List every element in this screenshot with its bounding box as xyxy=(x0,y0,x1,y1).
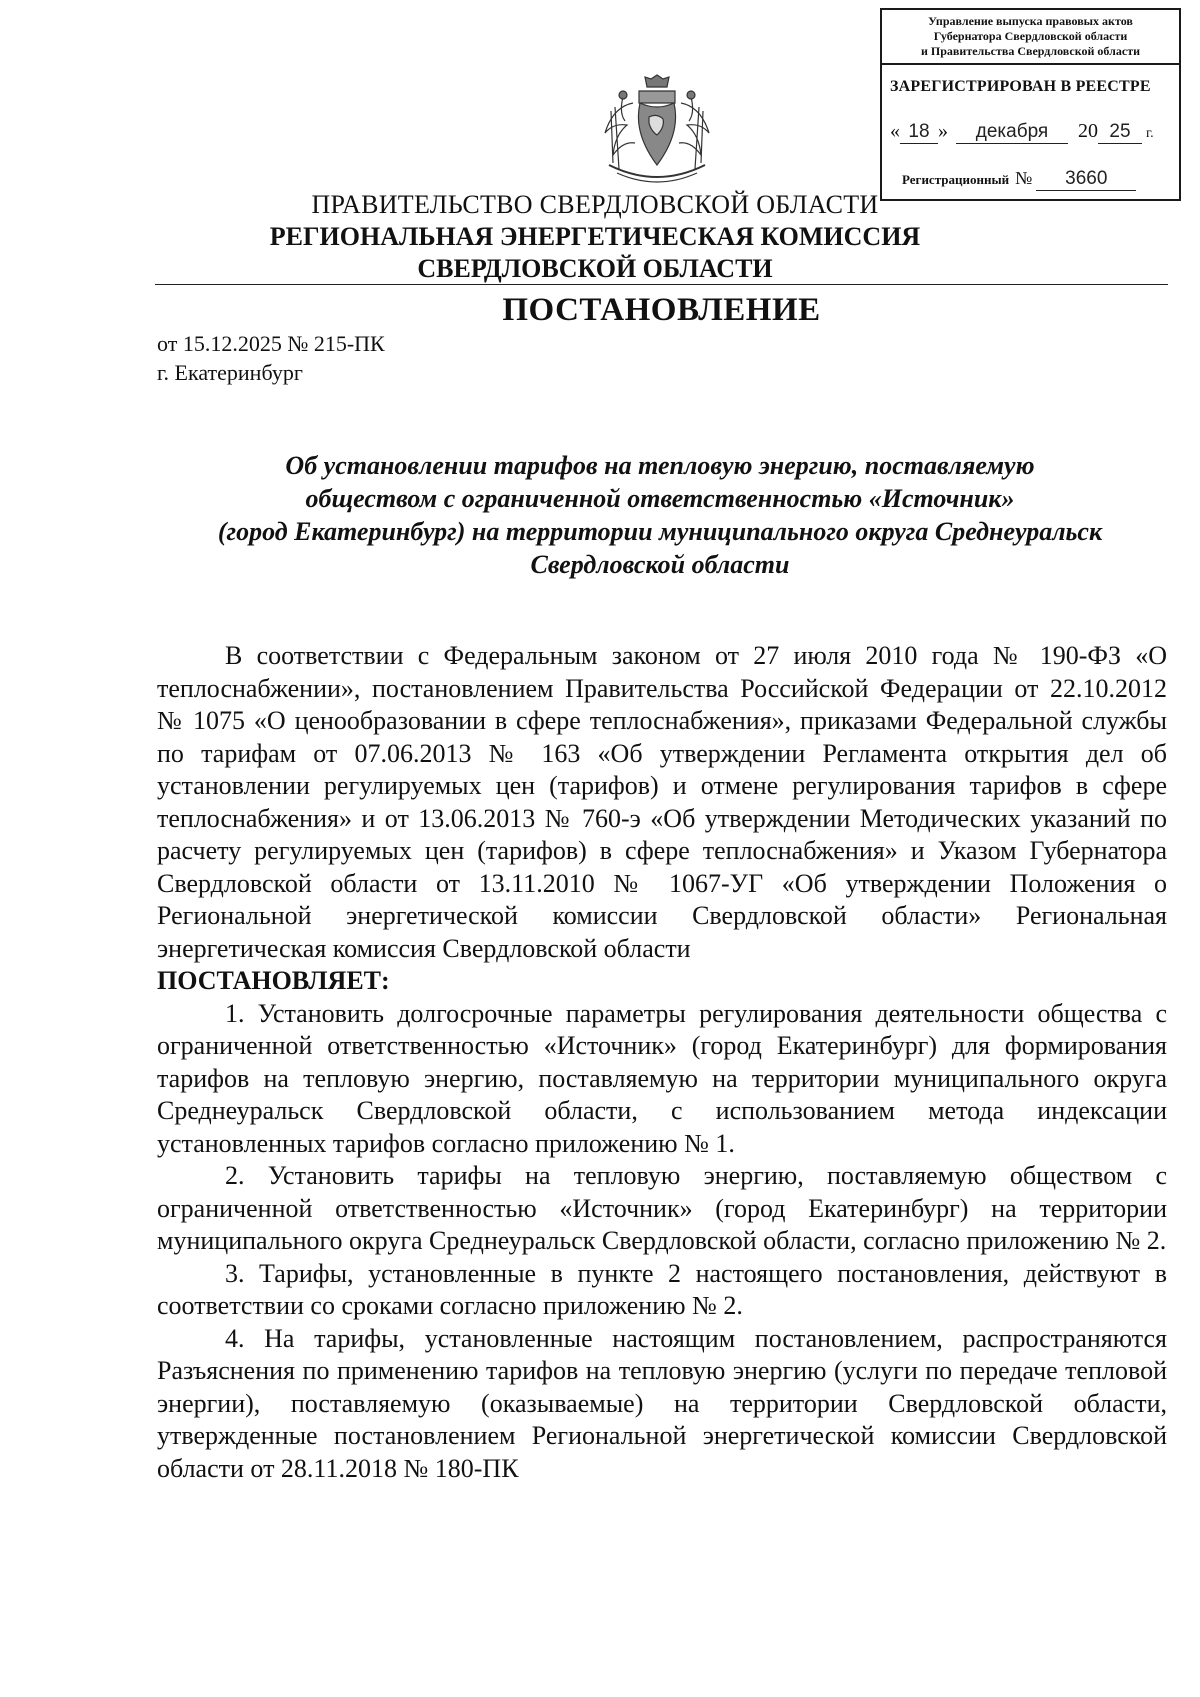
stamp-header-line: и Правительства Свердловской области xyxy=(921,44,1140,58)
subject-line: Свердловской области xyxy=(530,550,790,579)
header-divider xyxy=(155,284,1168,285)
decree-word: ПОСТАНОВЛЯЕТ: xyxy=(157,966,390,995)
subject-line: Об установлении тарифов на тепловую энергию, поставляемую xyxy=(285,451,1035,480)
commission-name-line1: РЕГИОНАЛЬНАЯ ЭНЕРГЕТИЧЕСКАЯ КОМИССИЯ xyxy=(269,222,921,251)
stamp-year-unit: г. xyxy=(1146,126,1154,141)
registration-stamp xyxy=(880,8,1181,201)
document-body xyxy=(157,640,1167,1485)
stamp-header-line: Управление выпуска правовых актов xyxy=(928,14,1133,28)
item-paragraph-1: 1. Установить долгосрочные параметры регулирования деятельности общества с ограниченной ответственностью «Источник» (город Екатеринбург) для формирования тарифов на тепловую энергию, поставляемую на территории муниципального округа Среднеуральск Свердловской области, с использованием метода индексации установленных тарифов согласно приложению № 1. xyxy=(157,998,1167,1158)
document-subject xyxy=(160,449,1160,581)
stamp-reg-number-row xyxy=(902,168,1136,191)
coat-of-arms-emblem xyxy=(593,73,721,191)
stamp-date: « 18 » декабря 20 25 г. xyxy=(890,120,1154,142)
subject-line: обществом с ограниченной ответственностью «Источник» xyxy=(305,484,1015,513)
document-type-title: ПОСТАНОВЛЕНИЕ xyxy=(502,292,821,328)
stamp-reg-label: Регистрационный xyxy=(902,172,1010,187)
stamp-num-sign: № xyxy=(1015,168,1033,188)
subject-line: (город Екатеринбург) на территории муниципального округа Среднеуральск xyxy=(217,517,1103,546)
stamp-day: 18 xyxy=(900,121,938,144)
stamp-month: декабря xyxy=(956,121,1068,144)
stamp-header-line: Губернатора Свердловской области xyxy=(933,29,1128,43)
stamp-header xyxy=(882,10,1179,65)
item-paragraph-2: 2. Установить тарифы на тепловую энергию, поставляемую обществом с ограниченной ответственностью «Источник» (город Екатеринбург) на территории муниципального округа Среднеуральск Свердловской области, согласно приложению № 2. xyxy=(157,1161,1167,1255)
item-paragraph-4: 4. На тарифы, установленные настоящим постановлением, распространяются Разъяснения по применению тарифов на тепловую энергию (услуги по передаче тепловой энергии), поставляемую (оказываемые) на территории Свердловской области, утвержденные постановлением Региональной энергетической комиссии Свердловской области от 28.11.2018 № 180-ПК xyxy=(157,1323,1167,1483)
preamble-paragraph: В соответствии с Федеральным законом от 27 июля 2010 года № 190-ФЗ «О теплоснабжении», постановлением Правительства Российской Федерации от 22.10.2012 № 1075 «О ценообразовании в сфере теплоснабжения», приказами Федеральной службы по тарифам от 07.06.2013 № 163 «Об утверждении Регламента открытия дел об установлении регулируемых цен (тарифов) и отмене регулирования тарифов в сфере теплоснабжения» и от 13.06.2013 № 760-э «Об утверждении Методических указаний по расчету регулируемых цен (тарифов) в сфере теплоснабжения» и Указом Губернатора Свердловской области от 13.11.2010 № 1067-УГ «Об утверждении Положения о Региональной энергетической комиссии Свердловской области» Региональная энергетическая комиссия Свердловской области xyxy=(157,641,1167,963)
document-city: г. Екатеринбург xyxy=(157,360,303,385)
stamp-year-prefix: 20 xyxy=(1078,120,1098,142)
stamp-year-suffix: 25 xyxy=(1098,121,1142,144)
stamp-registered-label: ЗАРЕГИСТРИРОВАН В РЕЕСТРЕ xyxy=(890,78,1151,95)
government-name: ПРАВИТЕЛЬСТВО СВЕРДЛОВСКОЙ ОБЛАСТИ xyxy=(311,190,879,219)
document-date-number: от 15.12.2025 № 215-ПК xyxy=(157,331,385,356)
stamp-reg-number: 3660 xyxy=(1036,168,1136,191)
item-paragraph-3: 3. Тарифы, установленные в пункте 2 настоящего постановления, действуют в соответствии со сроками согласно приложению № 2. xyxy=(157,1258,1167,1320)
commission-name-line2: СВЕРДЛОВСКОЙ ОБЛАСТИ xyxy=(417,254,773,283)
